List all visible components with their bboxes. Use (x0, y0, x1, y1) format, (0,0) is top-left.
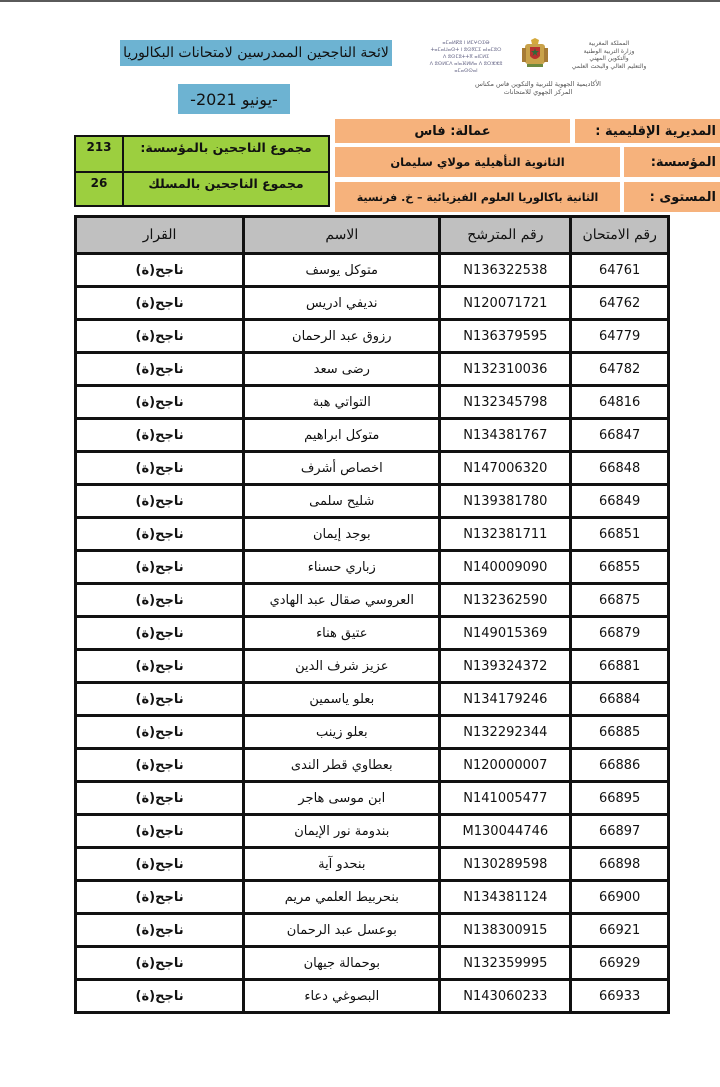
logo-line: ⴷ ⵓⵙⵎⵓⵜⵜⴳ ⴰⵏⵎⵍⵉ (442, 54, 490, 60)
directorate-value: عمالة: فاس (335, 119, 570, 143)
candidate-number-cell: N138300915 (440, 914, 571, 947)
table-row (76, 551, 669, 584)
exam-number-cell: 66929 (571, 947, 669, 980)
name-cell: زباري حسناء (244, 551, 440, 584)
candidate-number-cell: N134381124 (440, 881, 571, 914)
logo-tifinagh-text (418, 40, 514, 75)
logo-line: الأكاديمية الجهوية للتربية والتكوين فاس مكناس (475, 80, 601, 88)
table-row (76, 947, 669, 980)
decision-cell: ناجح(ة) (76, 518, 244, 551)
name-cell: اخصاص أشرف (244, 452, 440, 485)
decision-cell: ناجح(ة) (76, 947, 244, 980)
table-row (76, 320, 669, 353)
name-cell: ابن موسى هاجر (244, 782, 440, 815)
exam-number-cell: 66881 (571, 650, 669, 683)
exam-number-cell: 66886 (571, 749, 669, 782)
logo-line: ⴰⵎⴰⵍⴽⵓ ⵏ ⵍⵎⵖⵔⵉⴱ (442, 40, 490, 46)
exam-number-cell: 66879 (571, 617, 669, 650)
decision-cell: ناجح(ة) (76, 716, 244, 749)
candidate-number-cell: N136322538 (440, 254, 571, 287)
candidate-number-cell: N147006320 (440, 452, 571, 485)
name-cell: رضى سعد (244, 353, 440, 386)
logo-line: المركز الجهوي للامتحانات (503, 88, 573, 96)
name-cell: بنحدو آية (244, 848, 440, 881)
decision-cell: ناجح(ة) (76, 848, 244, 881)
column-header-decision: القرار (76, 217, 244, 254)
table-row (76, 848, 669, 881)
name-cell: بندومة نور الإيمان (244, 815, 440, 848)
name-cell: بعلو زينب (244, 716, 440, 749)
candidate-number-cell: N132345798 (440, 386, 571, 419)
coat-of-arms-icon (522, 38, 548, 68)
logo-line: المملكة المغربية (588, 40, 630, 47)
table-row (76, 650, 669, 683)
table-row (76, 353, 669, 386)
table-row (76, 782, 669, 815)
table-row (76, 287, 669, 320)
table-header-row (76, 217, 669, 254)
exam-number-cell: 66851 (571, 518, 669, 551)
exam-number-cell: 66847 (571, 419, 669, 452)
name-cell: متوكل يوسف (244, 254, 440, 287)
column-header-exam-number: رقم الامتحان (571, 217, 669, 254)
decision-cell: ناجح(ة) (76, 617, 244, 650)
candidate-number-cell: N134381767 (440, 419, 571, 452)
table-row (76, 617, 669, 650)
institution-label: المؤسسة: (624, 147, 720, 177)
candidate-number-cell: N132292344 (440, 716, 571, 749)
decision-cell: ناجح(ة) (76, 749, 244, 782)
name-cell: بعلو ياسمين (244, 683, 440, 716)
ministry-logo-header (418, 36, 664, 108)
candidate-number-cell: N132310036 (440, 353, 571, 386)
summary-value: 26 (76, 173, 124, 205)
decision-cell: ناجح(ة) (76, 452, 244, 485)
table-row (76, 419, 669, 452)
decision-cell: ناجح(ة) (76, 386, 244, 419)
candidate-number-cell: N132362590 (440, 584, 571, 617)
name-cell: متوكل ابراهيم (244, 419, 440, 452)
logo-line: والتكوين المهني (589, 55, 629, 62)
decision-cell: ناجح(ة) (76, 254, 244, 287)
name-cell: العروسي صقال عبد الهادي (244, 584, 440, 617)
logo-line: والتعليم العالي والبحث العلمي (571, 62, 647, 70)
table-row (76, 518, 669, 551)
logo-line: وزارة التربية الوطنية (583, 47, 635, 55)
summary-table (74, 135, 330, 207)
results-table (74, 215, 670, 1014)
candidate-number-cell: N140009090 (440, 551, 571, 584)
decision-cell: ناجح(ة) (76, 650, 244, 683)
logo-arabic-text (556, 40, 662, 70)
name-cell: بنحربيط العلمي مريم (244, 881, 440, 914)
candidate-number-cell: N143060233 (440, 980, 571, 1013)
exam-number-cell: 66855 (571, 551, 669, 584)
summary-row-institution (76, 137, 328, 173)
candidate-number-cell: N141005477 (440, 782, 571, 815)
name-cell: رزوق عبد الرحمان (244, 320, 440, 353)
decision-cell: ناجح(ة) (76, 353, 244, 386)
decision-cell: ناجح(ة) (76, 551, 244, 584)
exam-number-cell: 66884 (571, 683, 669, 716)
column-header-candidate-number: رقم المترشح (440, 217, 571, 254)
decision-cell: ناجح(ة) (76, 485, 244, 518)
name-cell: بوعسل عبد الرحمان (244, 914, 440, 947)
name-cell: عزيز شرف الدين (244, 650, 440, 683)
exam-number-cell: 66900 (571, 881, 669, 914)
directorate-label: المديرية الإقليمية : (575, 119, 720, 143)
exam-number-cell: 64782 (571, 353, 669, 386)
logo-academy-text (438, 80, 638, 96)
table-row (76, 386, 669, 419)
table-row (76, 815, 669, 848)
table-row (76, 254, 669, 287)
candidate-number-cell: N120071721 (440, 287, 571, 320)
summary-label: مجموع الناجحين بالمؤسسة: (140, 140, 312, 155)
decision-cell: ناجح(ة) (76, 881, 244, 914)
exam-number-cell: 66921 (571, 914, 669, 947)
candidate-number-cell: N120000007 (440, 749, 571, 782)
name-cell: بعطاوي قطر الندى (244, 749, 440, 782)
candidate-number-cell: N132381711 (440, 518, 571, 551)
exam-number-cell: 66885 (571, 716, 669, 749)
logo-line: ⵜⴰⵎⴰⵡⴰⵙⵜ ⵏ ⵓⵙⴳⵎⵉ ⴰⵏⴰⵎⵓⵔ (430, 47, 502, 53)
logo-line: ⴷ ⵓⵙⵍⵎⴷ ⴰⵏⴰⴼⵍⵍⴰ ⴷ ⵓⵔⵣⵣⵓ ⴰⵎⴰⵙⵙⴰⵏ (429, 61, 503, 74)
candidate-number-cell: N132359995 (440, 947, 571, 980)
exam-number-cell: 64761 (571, 254, 669, 287)
document-date: -يونيو 2021- (178, 84, 290, 114)
summary-label: مجموع الناجحين بالمسلك (148, 176, 304, 191)
name-cell: التواتي هبة (244, 386, 440, 419)
summary-value: 213 (76, 137, 124, 171)
candidate-number-cell: N139381780 (440, 485, 571, 518)
candidate-number-cell: N136379595 (440, 320, 571, 353)
decision-cell: ناجح(ة) (76, 320, 244, 353)
name-cell: شليح سلمى (244, 485, 440, 518)
top-border-line (0, 0, 720, 2)
exam-number-cell: 64816 (571, 386, 669, 419)
exam-number-cell: 66898 (571, 848, 669, 881)
table-row (76, 749, 669, 782)
decision-cell: ناجح(ة) (76, 815, 244, 848)
name-cell: بوجد إيمان (244, 518, 440, 551)
level-value: الثانية باكالوريا العلوم الفيزيائية – خ. فرنسية (335, 182, 620, 212)
candidate-number-cell: N134179246 (440, 683, 571, 716)
decision-cell: ناجح(ة) (76, 287, 244, 320)
decision-cell: ناجح(ة) (76, 980, 244, 1013)
exam-number-cell: 66895 (571, 782, 669, 815)
name-cell: البصوغي دعاء (244, 980, 440, 1013)
exam-number-cell: 66875 (571, 584, 669, 617)
institution-value: الثانوية التأهيلية مولاي سليمان (335, 147, 620, 177)
name-cell: بوحمالة جيهان (244, 947, 440, 980)
decision-cell: ناجح(ة) (76, 419, 244, 452)
summary-row-track (76, 173, 328, 205)
candidate-number-cell: N149015369 (440, 617, 571, 650)
document-title: لائحة الناجحين الممدرسين لامتحانات البكالوريا (120, 40, 392, 66)
exam-number-cell: 66848 (571, 452, 669, 485)
decision-cell: ناجح(ة) (76, 914, 244, 947)
candidate-number-cell: N130289598 (440, 848, 571, 881)
exam-number-cell: 64762 (571, 287, 669, 320)
table-row (76, 584, 669, 617)
table-row (76, 452, 669, 485)
table-row (76, 980, 669, 1013)
exam-number-cell: 66897 (571, 815, 669, 848)
column-header-name: الاسم (244, 217, 440, 254)
name-cell: عتيق هناء (244, 617, 440, 650)
table-row (76, 881, 669, 914)
results-table-body (76, 254, 669, 1013)
name-cell: نديفي ادريس (244, 287, 440, 320)
decision-cell: ناجح(ة) (76, 782, 244, 815)
table-row (76, 716, 669, 749)
exam-number-cell: 66849 (571, 485, 669, 518)
decision-cell: ناجح(ة) (76, 683, 244, 716)
decision-cell: ناجح(ة) (76, 584, 244, 617)
level-label: المستوى : (624, 182, 720, 212)
exam-number-cell: 64779 (571, 320, 669, 353)
candidate-number-cell: M130044746 (440, 815, 571, 848)
exam-number-cell: 66933 (571, 980, 669, 1013)
table-row (76, 683, 669, 716)
table-row (76, 485, 669, 518)
candidate-number-cell: N139324372 (440, 650, 571, 683)
table-row (76, 914, 669, 947)
